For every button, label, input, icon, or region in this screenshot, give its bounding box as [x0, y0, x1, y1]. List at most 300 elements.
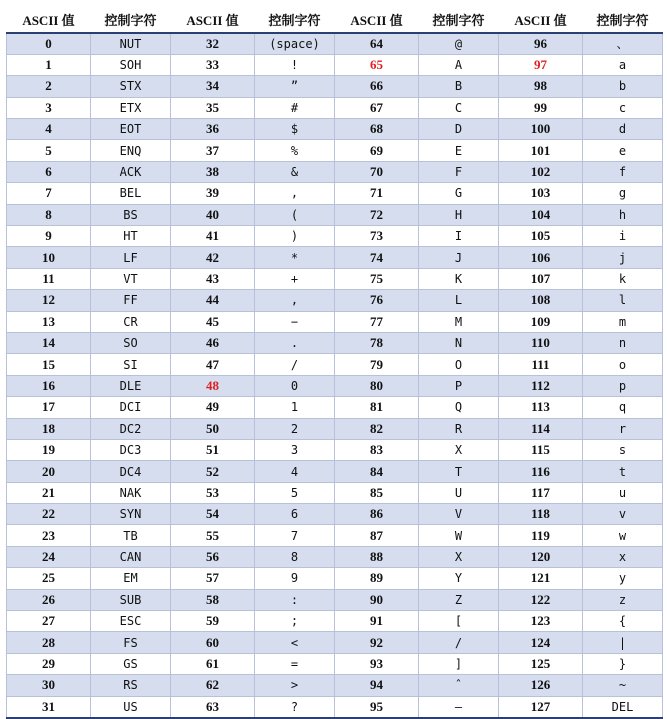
ascii-value-cell: 68 [335, 119, 419, 140]
control-char-cell: F [419, 161, 499, 182]
ascii-value-cell: 23 [7, 525, 91, 546]
ascii-value-cell: 13 [7, 311, 91, 332]
control-char-cell: ˆ [419, 675, 499, 696]
ascii-value-cell: 109 [499, 311, 583, 332]
ascii-value-cell: 87 [335, 525, 419, 546]
ascii-value-cell: 55 [171, 525, 255, 546]
ascii-value-cell: 94 [335, 675, 419, 696]
ascii-value-cell: 98 [499, 76, 583, 97]
table-row [7, 226, 663, 247]
ascii-value-cell: 22 [7, 504, 91, 525]
control-char-cell: (space) [255, 33, 335, 54]
control-char-cell: d [583, 119, 663, 140]
control-char-cell: K [419, 268, 499, 289]
control-char-cell: / [419, 632, 499, 653]
control-char-cell: Y [419, 568, 499, 589]
control-char-cell: ” [255, 76, 335, 97]
table-row [7, 247, 663, 268]
ascii-value-cell: 37 [171, 140, 255, 161]
ascii-value-cell: 122 [499, 589, 583, 610]
ascii-value-cell: 117 [499, 482, 583, 503]
table-row [7, 397, 663, 418]
control-char-cell: , [255, 183, 335, 204]
control-char-cell: DC4 [91, 461, 171, 482]
ascii-value-cell: 70 [335, 161, 419, 182]
control-char-cell: h [583, 204, 663, 225]
ascii-value-cell: 12 [7, 290, 91, 311]
ascii-value-cell: 107 [499, 268, 583, 289]
ascii-value-cell: 30 [7, 675, 91, 696]
ascii-value-cell: 2 [7, 76, 91, 97]
control-char-cell: 3 [255, 439, 335, 460]
control-char-cell: BS [91, 204, 171, 225]
ascii-value-cell: 113 [499, 397, 583, 418]
ascii-value-cell: 84 [335, 461, 419, 482]
control-char-cell: u [583, 482, 663, 503]
ascii-value-cell: 111 [499, 354, 583, 375]
ascii-value-cell: 35 [171, 97, 255, 118]
table-row [7, 568, 663, 589]
control-char-cell: FF [91, 290, 171, 311]
ascii-value-cell: 82 [335, 418, 419, 439]
ascii-value-cell: 112 [499, 375, 583, 396]
table-row [7, 54, 663, 75]
ascii-value-cell: 90 [335, 589, 419, 610]
control-char-cell: D [419, 119, 499, 140]
ascii-value-cell: 91 [335, 611, 419, 632]
control-char-cell: LF [91, 247, 171, 268]
table-row [7, 439, 663, 460]
ascii-table-wrapper [6, 6, 663, 719]
ascii-value-cell: 101 [499, 140, 583, 161]
control-char-cell: H [419, 204, 499, 225]
ascii-value-cell: 19 [7, 439, 91, 460]
ascii-value-cell: 115 [499, 439, 583, 460]
ascii-value-cell: 16 [7, 375, 91, 396]
ascii-value-cell: 63 [171, 696, 255, 717]
ascii-value-cell: 47 [171, 354, 255, 375]
ascii-value-cell: 73 [335, 226, 419, 247]
control-char-cell: n [583, 332, 663, 353]
control-char-cell: O [419, 354, 499, 375]
control-char-cell: RS [91, 675, 171, 696]
control-char-cell: ? [255, 696, 335, 717]
ascii-value-cell: 48 [171, 375, 255, 396]
table-row [7, 482, 663, 503]
control-char-cell: $ [255, 119, 335, 140]
ascii-value-cell: 123 [499, 611, 583, 632]
ascii-value-cell: 45 [171, 311, 255, 332]
control-char-cell: k [583, 268, 663, 289]
control-char-cell: X [419, 546, 499, 567]
table-row [7, 97, 663, 118]
control-char-cell: DC3 [91, 439, 171, 460]
table-row [7, 161, 663, 182]
control-char-cell: > [255, 675, 335, 696]
header-row [7, 6, 663, 33]
control-char-cell: < [255, 632, 335, 653]
ascii-value-cell: 89 [335, 568, 419, 589]
table-row [7, 525, 663, 546]
control-char-cell: c [583, 97, 663, 118]
control-char-cell: − [255, 311, 335, 332]
ascii-value-cell: 106 [499, 247, 583, 268]
control-char-cell: J [419, 247, 499, 268]
ascii-value-cell: 114 [499, 418, 583, 439]
control-char-cell: { [583, 611, 663, 632]
control-char-cell: U [419, 482, 499, 503]
control-char-cell: 5 [255, 482, 335, 503]
ascii-value-cell: 102 [499, 161, 583, 182]
control-char-cell: DEL [583, 696, 663, 717]
ascii-value-cell: 64 [335, 33, 419, 54]
control-char-cell: EOT [91, 119, 171, 140]
ascii-value-cell: 11 [7, 268, 91, 289]
control-char-cell: VT [91, 268, 171, 289]
ascii-value-cell: 75 [335, 268, 419, 289]
ascii-value-cell: 14 [7, 332, 91, 353]
ascii-value-cell: 77 [335, 311, 419, 332]
control-char-cell: ENQ [91, 140, 171, 161]
control-char-cell: E [419, 140, 499, 161]
ascii-value-cell: 61 [171, 653, 255, 674]
ascii-value-cell: 108 [499, 290, 583, 311]
control-char-cell: SYN [91, 504, 171, 525]
control-char-cell: : [255, 589, 335, 610]
ascii-value-cell: 56 [171, 546, 255, 567]
ascii-value-cell: 33 [171, 54, 255, 75]
ascii-value-cell: 52 [171, 461, 255, 482]
control-char-cell: EM [91, 568, 171, 589]
control-char-cell: ~ [583, 675, 663, 696]
ascii-value-cell: 32 [171, 33, 255, 54]
table-row [7, 611, 663, 632]
control-char-cell: % [255, 140, 335, 161]
ascii-value-cell: 21 [7, 482, 91, 503]
control-char-cell: A [419, 54, 499, 75]
control-char-cell: V [419, 504, 499, 525]
ascii-value-cell: 127 [499, 696, 583, 717]
ascii-value-cell: 125 [499, 653, 583, 674]
table-row [7, 504, 663, 525]
table-row [7, 268, 663, 289]
ascii-value-cell: 31 [7, 696, 91, 717]
control-char-cell: C [419, 97, 499, 118]
control-char-cell: q [583, 397, 663, 418]
ascii-value-cell: 36 [171, 119, 255, 140]
control-char-cell: 9 [255, 568, 335, 589]
ascii-value-cell: 53 [171, 482, 255, 503]
ascii-value-cell: 69 [335, 140, 419, 161]
control-char-cell: g [583, 183, 663, 204]
table-row [7, 76, 663, 97]
ascii-value-cell: 24 [7, 546, 91, 567]
control-char-cell: P [419, 375, 499, 396]
control-char-cell: j [583, 247, 663, 268]
table-row [7, 204, 663, 225]
ascii-value-cell: 17 [7, 397, 91, 418]
ascii-value-cell: 54 [171, 504, 255, 525]
ascii-value-cell: 42 [171, 247, 255, 268]
control-char-cell: W [419, 525, 499, 546]
control-char-cell: ! [255, 54, 335, 75]
control-char-cell: M [419, 311, 499, 332]
ascii-value-cell: 120 [499, 546, 583, 567]
control-char-cell: l [583, 290, 663, 311]
ascii-value-cell: 60 [171, 632, 255, 653]
ascii-value-cell: 62 [171, 675, 255, 696]
control-char-cell: CR [91, 311, 171, 332]
ascii-value-cell: 7 [7, 183, 91, 204]
ascii-value-cell: 18 [7, 418, 91, 439]
ascii-value-cell: 29 [7, 653, 91, 674]
ascii-value-cell: 81 [335, 397, 419, 418]
control-char-cell: r [583, 418, 663, 439]
table-row [7, 696, 663, 717]
ascii-value-cell: 67 [335, 97, 419, 118]
control-char-cell: b [583, 76, 663, 97]
ascii-value-cell: 96 [499, 33, 583, 54]
control-char-cell: SI [91, 354, 171, 375]
ascii-value-cell: 57 [171, 568, 255, 589]
table-row [7, 632, 663, 653]
ascii-value-cell: 3 [7, 97, 91, 118]
ascii-value-cell: 8 [7, 204, 91, 225]
ascii-value-cell: 92 [335, 632, 419, 653]
control-char-cell: a [583, 54, 663, 75]
control-char-cell: ) [255, 226, 335, 247]
control-char-cell: y [583, 568, 663, 589]
control-char-cell: T [419, 461, 499, 482]
ascii-value-cell: 97 [499, 54, 583, 75]
table-row [7, 546, 663, 567]
ascii-value-cell: 46 [171, 332, 255, 353]
control-char-cell: R [419, 418, 499, 439]
ascii-value-cell: 121 [499, 568, 583, 589]
table-row [7, 119, 663, 140]
ascii-value-cell: 40 [171, 204, 255, 225]
control-char-cell: NAK [91, 482, 171, 503]
control-char-cell: L [419, 290, 499, 311]
control-char-cell: [ [419, 611, 499, 632]
table-row [7, 461, 663, 482]
ascii-value-cell: 50 [171, 418, 255, 439]
control-char-cell: DLE [91, 375, 171, 396]
control-char-cell: ( [255, 204, 335, 225]
ascii-value-cell: 103 [499, 183, 583, 204]
ascii-value-cell: 6 [7, 161, 91, 182]
control-char-cell: | [583, 632, 663, 653]
control-char-cell: e [583, 140, 663, 161]
ascii-value-cell: 15 [7, 354, 91, 375]
control-char-cell: 1 [255, 397, 335, 418]
ascii-value-cell: 100 [499, 119, 583, 140]
ascii-value-cell: 93 [335, 653, 419, 674]
control-char-cell: m [583, 311, 663, 332]
ascii-value-cell: 118 [499, 504, 583, 525]
control-char-cell: } [583, 653, 663, 674]
control-char-cell: 6 [255, 504, 335, 525]
ascii-value-cell: 72 [335, 204, 419, 225]
control-char-cell: 8 [255, 546, 335, 567]
ascii-value-cell: 20 [7, 461, 91, 482]
ascii-value-cell: 88 [335, 546, 419, 567]
ascii-value-cell: 78 [335, 332, 419, 353]
ascii-value-cell: 39 [171, 183, 255, 204]
ascii-value-cell: 105 [499, 226, 583, 247]
control-char-cell: ] [419, 653, 499, 674]
ascii-value-cell: 43 [171, 268, 255, 289]
control-char-cell: NUT [91, 33, 171, 54]
table-row [7, 140, 663, 161]
control-char-cell: I [419, 226, 499, 247]
control-char-cell: SO [91, 332, 171, 353]
control-char-cell: FS [91, 632, 171, 653]
control-char-cell: X [419, 439, 499, 460]
header-control-char: 控制字符 [583, 6, 663, 33]
control-char-cell: . [255, 332, 335, 353]
table-row [7, 290, 663, 311]
ascii-value-cell: 1 [7, 54, 91, 75]
control-char-cell: Q [419, 397, 499, 418]
ascii-value-cell: 25 [7, 568, 91, 589]
control-char-cell: p [583, 375, 663, 396]
control-char-cell: ; [255, 611, 335, 632]
control-char-cell: — [419, 696, 499, 717]
ascii-value-cell: 104 [499, 204, 583, 225]
ascii-value-cell: 58 [171, 589, 255, 610]
table-row [7, 589, 663, 610]
ascii-value-cell: 66 [335, 76, 419, 97]
control-char-cell: = [255, 653, 335, 674]
header-ascii-value: ASCII 值 [499, 6, 583, 33]
control-char-cell: @ [419, 33, 499, 54]
control-char-cell: , [255, 290, 335, 311]
control-char-cell: Z [419, 589, 499, 610]
control-char-cell: 4 [255, 461, 335, 482]
ascii-value-cell: 71 [335, 183, 419, 204]
control-char-cell: 0 [255, 375, 335, 396]
control-char-cell: 2 [255, 418, 335, 439]
table-body [7, 33, 663, 718]
control-char-cell: US [91, 696, 171, 717]
header-control-char: 控制字符 [255, 6, 335, 33]
control-char-cell: x [583, 546, 663, 567]
control-char-cell: # [255, 97, 335, 118]
control-char-cell: + [255, 268, 335, 289]
ascii-value-cell: 28 [7, 632, 91, 653]
ascii-value-cell: 27 [7, 611, 91, 632]
control-char-cell: HT [91, 226, 171, 247]
ascii-value-cell: 41 [171, 226, 255, 247]
control-char-cell: G [419, 183, 499, 204]
control-char-cell: o [583, 354, 663, 375]
table-row [7, 332, 663, 353]
control-char-cell: z [583, 589, 663, 610]
control-char-cell: STX [91, 76, 171, 97]
control-char-cell: GS [91, 653, 171, 674]
header-control-char: 控制字符 [91, 6, 171, 33]
ascii-value-cell: 124 [499, 632, 583, 653]
ascii-value-cell: 79 [335, 354, 419, 375]
ascii-value-cell: 119 [499, 525, 583, 546]
ascii-value-cell: 38 [171, 161, 255, 182]
ascii-value-cell: 5 [7, 140, 91, 161]
ascii-value-cell: 65 [335, 54, 419, 75]
ascii-value-cell: 44 [171, 290, 255, 311]
control-char-cell: B [419, 76, 499, 97]
table-row [7, 354, 663, 375]
control-char-cell: v [583, 504, 663, 525]
control-char-cell: DC2 [91, 418, 171, 439]
control-char-cell: t [583, 461, 663, 482]
ascii-value-cell: 83 [335, 439, 419, 460]
ascii-value-cell: 34 [171, 76, 255, 97]
control-char-cell: BEL [91, 183, 171, 204]
ascii-table [6, 6, 663, 719]
ascii-value-cell: 26 [7, 589, 91, 610]
ascii-value-cell: 80 [335, 375, 419, 396]
control-char-cell: w [583, 525, 663, 546]
control-char-cell: SOH [91, 54, 171, 75]
control-char-cell: N [419, 332, 499, 353]
control-char-cell: f [583, 161, 663, 182]
table-row [7, 33, 663, 54]
table-row [7, 183, 663, 204]
ascii-value-cell: 4 [7, 119, 91, 140]
header-ascii-value: ASCII 值 [7, 6, 91, 33]
table-row [7, 675, 663, 696]
control-char-cell: * [255, 247, 335, 268]
control-char-cell: DCI [91, 397, 171, 418]
control-char-cell: TB [91, 525, 171, 546]
ascii-value-cell: 85 [335, 482, 419, 503]
ascii-value-cell: 99 [499, 97, 583, 118]
ascii-value-cell: 0 [7, 33, 91, 54]
control-char-cell: & [255, 161, 335, 182]
header-ascii-value: ASCII 值 [171, 6, 255, 33]
control-char-cell: 、 [583, 33, 663, 54]
ascii-value-cell: 126 [499, 675, 583, 696]
control-char-cell: 7 [255, 525, 335, 546]
table-row [7, 375, 663, 396]
ascii-value-cell: 116 [499, 461, 583, 482]
table-row [7, 311, 663, 332]
control-char-cell: ESC [91, 611, 171, 632]
ascii-value-cell: 51 [171, 439, 255, 460]
ascii-value-cell: 74 [335, 247, 419, 268]
control-char-cell: ACK [91, 161, 171, 182]
ascii-value-cell: 76 [335, 290, 419, 311]
ascii-value-cell: 10 [7, 247, 91, 268]
table-row [7, 418, 663, 439]
control-char-cell: CAN [91, 546, 171, 567]
control-char-cell: s [583, 439, 663, 460]
control-char-cell: i [583, 226, 663, 247]
ascii-value-cell: 59 [171, 611, 255, 632]
ascii-value-cell: 110 [499, 332, 583, 353]
ascii-value-cell: 86 [335, 504, 419, 525]
header-ascii-value: ASCII 值 [335, 6, 419, 33]
control-char-cell: SUB [91, 589, 171, 610]
ascii-value-cell: 9 [7, 226, 91, 247]
table-row [7, 653, 663, 674]
ascii-value-cell: 49 [171, 397, 255, 418]
ascii-value-cell: 95 [335, 696, 419, 717]
control-char-cell: / [255, 354, 335, 375]
control-char-cell: ETX [91, 97, 171, 118]
header-control-char: 控制字符 [419, 6, 499, 33]
